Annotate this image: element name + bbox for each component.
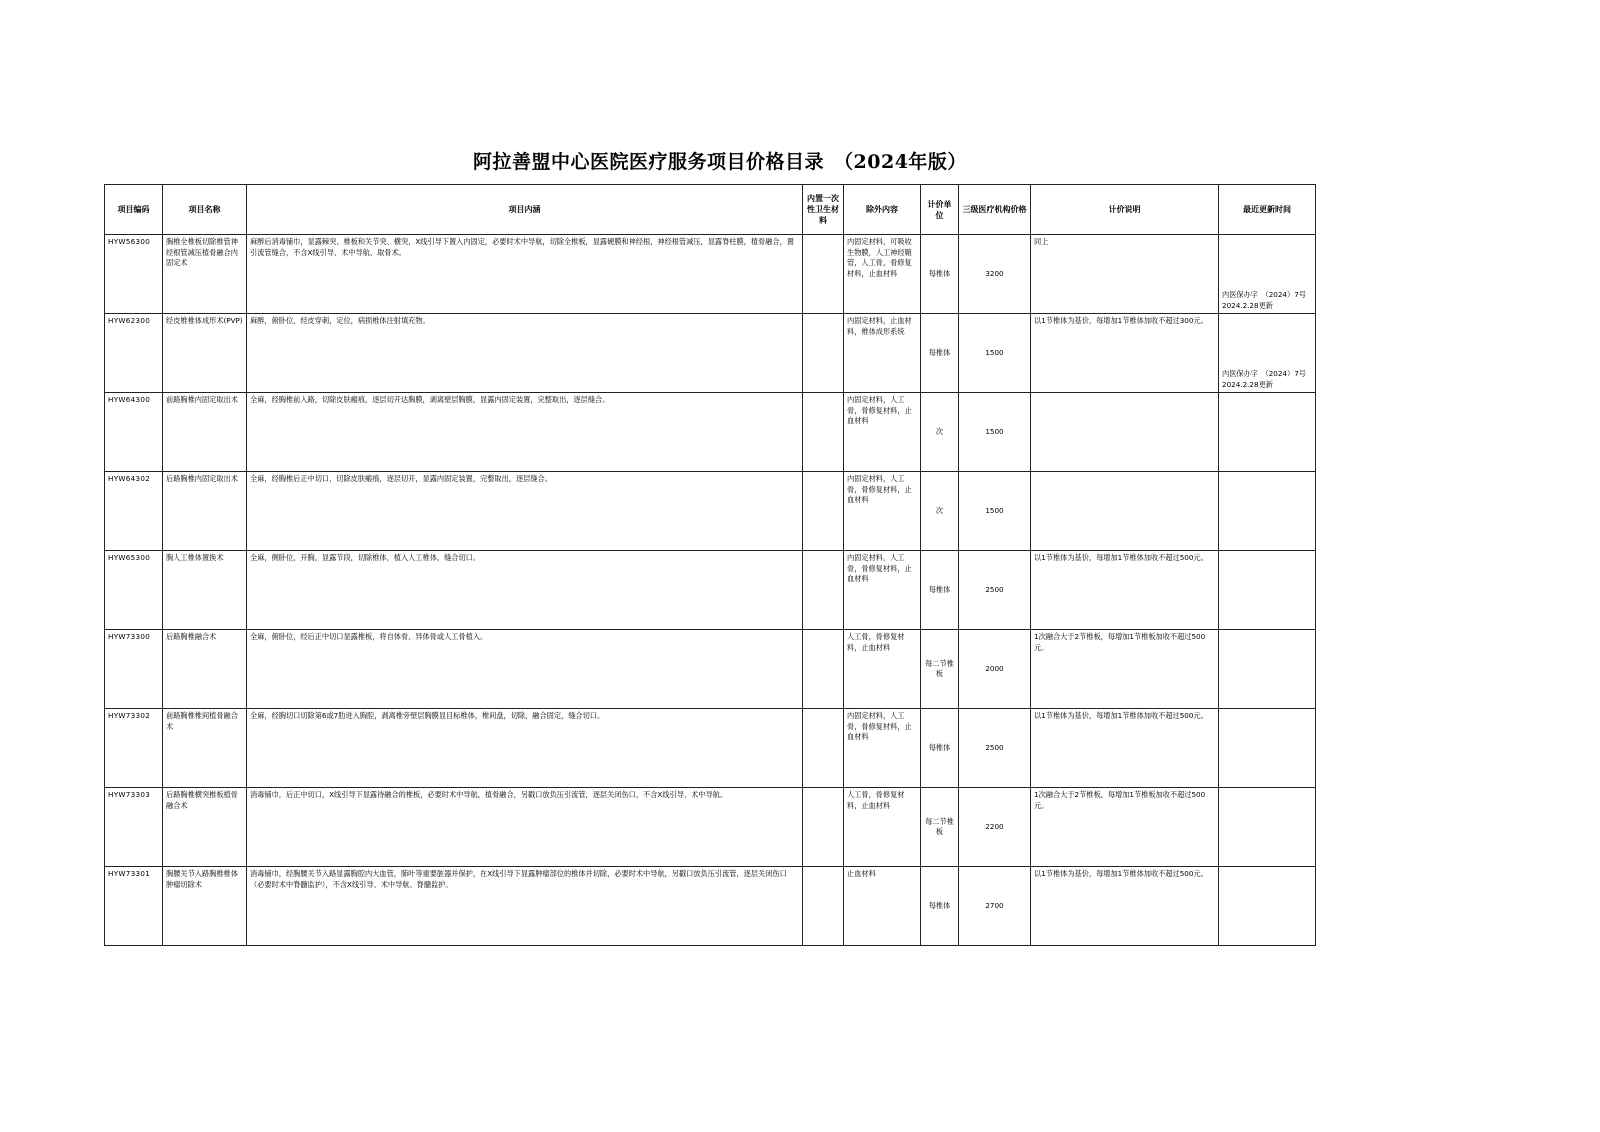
pricing-note-cell: 以1节椎体为基价，每增加1节椎体加收不超过500元。 bbox=[1031, 709, 1219, 788]
item-code-cell: HYW64300 bbox=[105, 393, 163, 472]
header-cell: 三级医疗机构价格 bbox=[959, 185, 1031, 235]
item-name-cell: 经皮椎椎体成形术(PVP) bbox=[163, 314, 247, 393]
excluded-content-cell: 内固定材料，人工骨，骨修复材料，止血材料 bbox=[844, 472, 921, 551]
pricing-note-cell bbox=[1031, 472, 1219, 551]
price-cell: 1500 bbox=[959, 393, 1031, 472]
price-cell: 2700 bbox=[959, 867, 1031, 946]
pricing-unit-cell: 每二节椎板 bbox=[921, 630, 959, 709]
item-code-cell: HYW73301 bbox=[105, 867, 163, 946]
item-content-cell: 麻醉后消毒铺巾，显露棘突、椎板和关节突、横突，X线引导下置入内固定，必要时术中导航，切除全椎板，显露硬膜和神经根，神经根管减压，显露脊柱膜，植骨融合，置引流管缝合，不含X线引导、术中导航、取骨术。 bbox=[247, 235, 803, 314]
update-time-cell: 内医保办字 （2024）7号 2024.2.28更新 bbox=[1219, 314, 1316, 393]
item-name-cell: 前路胸椎椎间植骨融合术 bbox=[163, 709, 247, 788]
table-header-row bbox=[105, 185, 1316, 235]
pricing-unit-cell: 每椎体 bbox=[921, 867, 959, 946]
item-content-cell: 全麻，经胸椎后正中切口，切除皮肤瘢痕，逐层切开，显露内固定装置，完整取出，逐层缝合。 bbox=[247, 472, 803, 551]
header-cell: 计价单位 bbox=[921, 185, 959, 235]
pricing-note-cell: 1次融合大于2节椎板，每增加1节椎板加收不超过500元。 bbox=[1031, 630, 1219, 709]
item-content-cell: 全麻，经胸切口切除第6或7肋进入胸腔，剥离椎旁壁层胸膜显目标椎体，椎间盘，切除，融合固定，缝合切口。 bbox=[247, 709, 803, 788]
item-code-cell: HYW73300 bbox=[105, 630, 163, 709]
item-code-cell: HYW56300 bbox=[105, 235, 163, 314]
item-name-cell: 胸椎全椎板切除椎管神经根管减压植骨融合内固定术 bbox=[163, 235, 247, 314]
item-content-cell: 全麻，俯卧位，经后正中切口显露椎板，将自体骨、异体骨或人工骨植入。 bbox=[247, 630, 803, 709]
item-content-cell: 消毒铺巾，后正中切口，X线引导下显露待融合的椎板，必要时术中导航，植骨融合，另戳口放负压引流管，逐层关闭伤口，不含X线引导、术中导航。 bbox=[247, 788, 803, 867]
item-name-cell: 后路胸椎内固定取出术 bbox=[163, 472, 247, 551]
item-content-cell: 麻醉，俯卧位，经皮穿刺，定位，病损椎体注射填充物。 bbox=[247, 314, 803, 393]
update-time-cell bbox=[1219, 867, 1316, 946]
price-cell: 1500 bbox=[959, 314, 1031, 393]
price-cell: 2200 bbox=[959, 788, 1031, 867]
item-name-cell: 胸人工椎体置换术 bbox=[163, 551, 247, 630]
update-time-cell bbox=[1219, 709, 1316, 788]
item-code-cell: HYW73303 bbox=[105, 788, 163, 867]
disposable-material-cell bbox=[803, 314, 844, 393]
pricing-unit-cell: 每椎体 bbox=[921, 551, 959, 630]
disposable-material-cell bbox=[803, 472, 844, 551]
page-title: 阿拉善盟中心医院医疗服务项目价格目录 （2024年版） bbox=[473, 151, 967, 173]
pricing-note-cell: 同上 bbox=[1031, 235, 1219, 314]
table-row bbox=[105, 551, 1316, 630]
pricing-unit-cell: 每椎体 bbox=[921, 314, 959, 393]
pricing-unit-cell: 每椎体 bbox=[921, 235, 959, 314]
update-time-cell bbox=[1219, 630, 1316, 709]
table-row bbox=[105, 393, 1316, 472]
item-code-cell: HYW65300 bbox=[105, 551, 163, 630]
disposable-material-cell bbox=[803, 551, 844, 630]
header-cell: 内置一次性卫生材料 bbox=[803, 185, 844, 235]
excluded-content-cell: 人工骨，骨修复材料，止血材料 bbox=[844, 788, 921, 867]
update-time-cell bbox=[1219, 551, 1316, 630]
excluded-content-cell: 人工骨，骨修复材料，止血材料 bbox=[844, 630, 921, 709]
pricing-unit-cell: 次 bbox=[921, 472, 959, 551]
update-time-cell: 内医保办字 （2024）7号 2024.2.28更新 bbox=[1219, 235, 1316, 314]
table-row bbox=[105, 472, 1316, 551]
item-name-cell: 胸腰关节入路胸椎椎体肿瘤切除术 bbox=[163, 867, 247, 946]
header-cell: 最近更新时间 bbox=[1219, 185, 1316, 235]
disposable-material-cell bbox=[803, 630, 844, 709]
item-name-cell: 后路胸椎横突椎板植骨融合术 bbox=[163, 788, 247, 867]
update-time-cell bbox=[1219, 788, 1316, 867]
table-row bbox=[105, 314, 1316, 393]
disposable-material-cell bbox=[803, 235, 844, 314]
disposable-material-cell bbox=[803, 393, 844, 472]
pricing-note-cell bbox=[1031, 393, 1219, 472]
header-cell: 除外内容 bbox=[844, 185, 921, 235]
item-code-cell: HYW73302 bbox=[105, 709, 163, 788]
table-row bbox=[105, 630, 1316, 709]
header-cell: 项目编码 bbox=[105, 185, 163, 235]
table-row bbox=[105, 867, 1316, 946]
header-cell: 项目名称 bbox=[163, 185, 247, 235]
item-name-cell: 前路胸椎内固定取出术 bbox=[163, 393, 247, 472]
excluded-content-cell: 内固定材料，止血材料，椎体成形系统 bbox=[844, 314, 921, 393]
price-table bbox=[104, 184, 1316, 946]
disposable-material-cell bbox=[803, 709, 844, 788]
item-content-cell: 全麻，侧卧位，开胸，显露节段，切除椎体，植入人工椎体，缝合切口。 bbox=[247, 551, 803, 630]
pricing-unit-cell: 次 bbox=[921, 393, 959, 472]
update-time-cell bbox=[1219, 472, 1316, 551]
item-content-cell: 消毒铺巾，经胸腰关节入路显露胸腔内大血管，肺叶等重要脏器并保护，在X线引导下显露肿瘤部位的椎体并切除，必要时术中导航，另戳口放负压引流管，逐层关闭伤口（必要时术中脊髓监护），不含X线引导、术中导航、脊髓监护。 bbox=[247, 867, 803, 946]
excluded-content-cell: 内固定材料，人工骨，骨修复材料，止血材料 bbox=[844, 709, 921, 788]
item-content-cell: 全麻，经胸椎前入路，切除皮肤瘢痕，逐层切开达胸膜，剥离壁层胸膜，显露内固定装置，完整取出，逐层缝合。 bbox=[247, 393, 803, 472]
pricing-note-cell: 1次融合大于2节椎板，每增加1节椎板加收不超过500元。 bbox=[1031, 788, 1219, 867]
excluded-content-cell: 内固定材料，可吸收生物膜，人工神经鞘管，人工骨，骨修复材料，止血材料 bbox=[844, 235, 921, 314]
price-cell: 2000 bbox=[959, 630, 1031, 709]
table-row bbox=[105, 788, 1316, 867]
item-code-cell: HYW64302 bbox=[105, 472, 163, 551]
pricing-note-cell: 以1节椎体为基价，每增加1节椎体加收不超过300元。 bbox=[1031, 314, 1219, 393]
pricing-note-cell: 以1节椎体为基价，每增加1节椎体加收不超过500元。 bbox=[1031, 867, 1219, 946]
excluded-content-cell: 内固定材料，人工骨，骨修复材料，止血材料 bbox=[844, 393, 921, 472]
item-name-cell: 后路胸椎融合术 bbox=[163, 630, 247, 709]
header-cell: 计价说明 bbox=[1031, 185, 1219, 235]
pricing-note-cell: 以1节椎体为基价，每增加1节椎体加收不超过500元。 bbox=[1031, 551, 1219, 630]
pricing-unit-cell: 每二节椎板 bbox=[921, 788, 959, 867]
excluded-content-cell: 内固定材料，人工骨，骨修复材料，止血材料 bbox=[844, 551, 921, 630]
update-time-cell bbox=[1219, 393, 1316, 472]
item-code-cell: HYW62300 bbox=[105, 314, 163, 393]
disposable-material-cell bbox=[803, 867, 844, 946]
table-row bbox=[105, 709, 1316, 788]
price-cell: 2500 bbox=[959, 551, 1031, 630]
pricing-unit-cell: 每椎体 bbox=[921, 709, 959, 788]
price-cell: 1500 bbox=[959, 472, 1031, 551]
disposable-material-cell bbox=[803, 788, 844, 867]
price-cell: 2500 bbox=[959, 709, 1031, 788]
table-row bbox=[105, 235, 1316, 314]
header-cell: 项目内涵 bbox=[247, 185, 803, 235]
excluded-content-cell: 止血材料 bbox=[844, 867, 921, 946]
price-cell: 3200 bbox=[959, 235, 1031, 314]
